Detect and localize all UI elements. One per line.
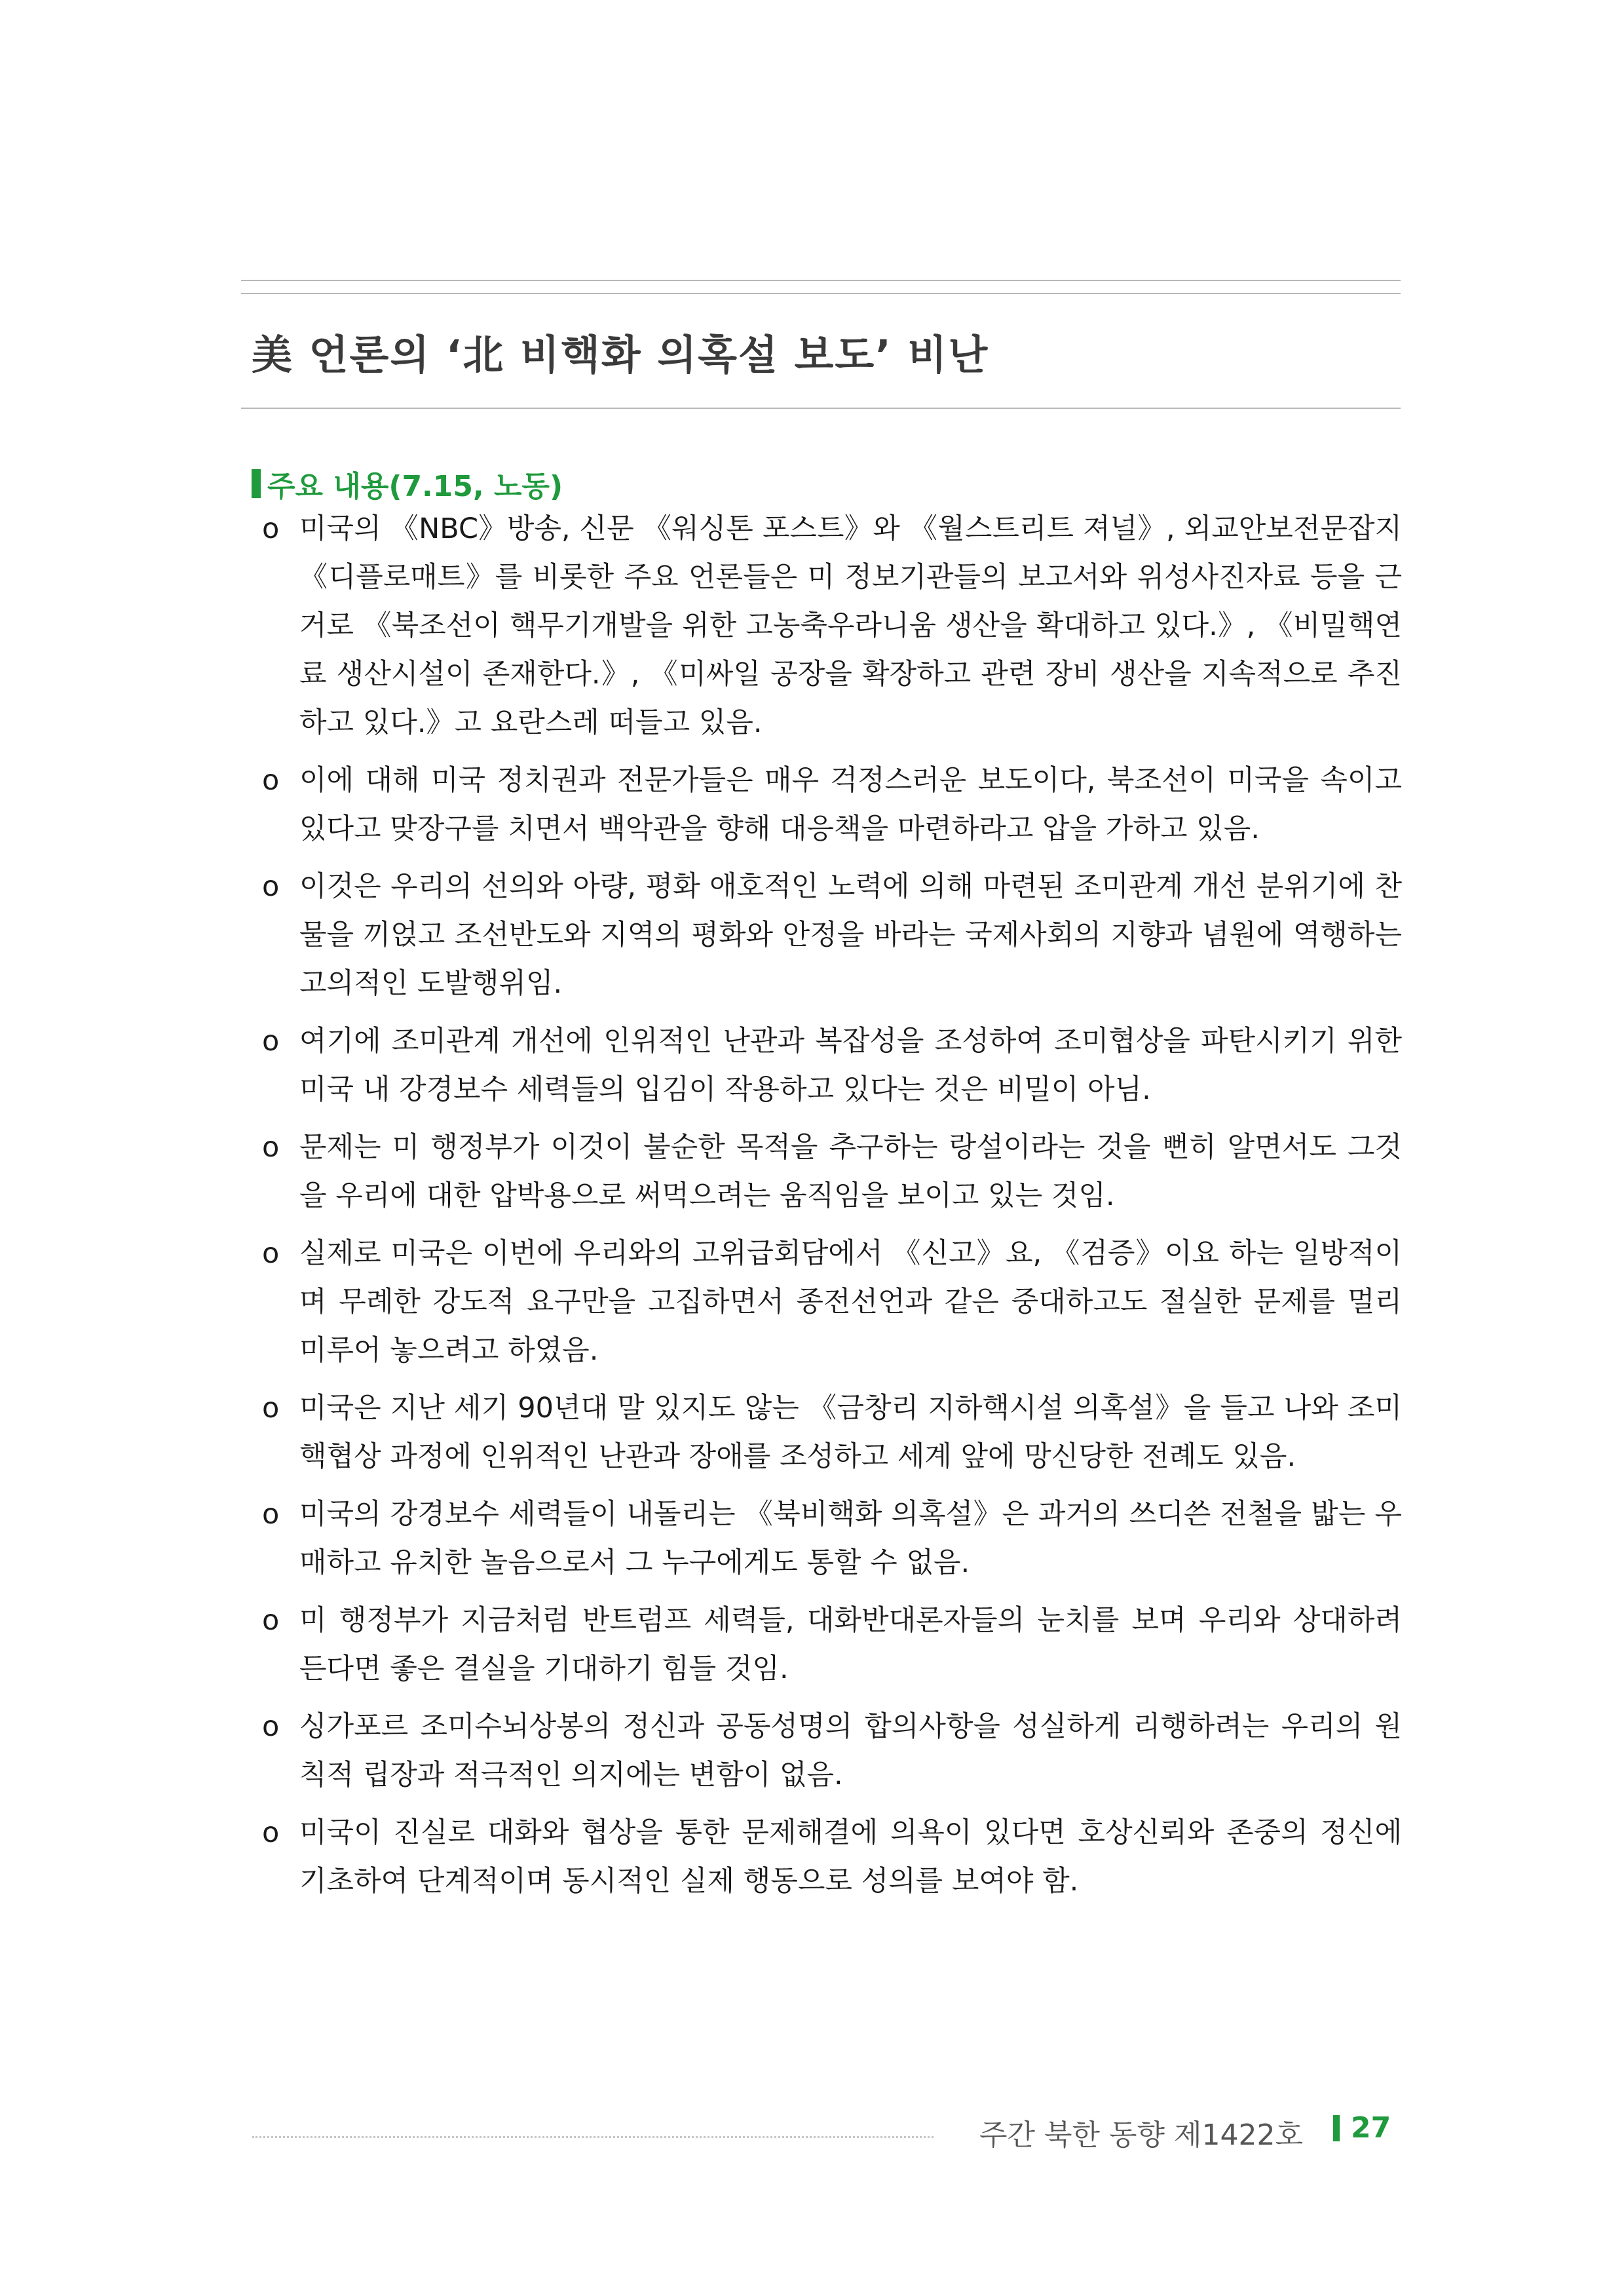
paragraph-text: 이것은 우리의 선의와 아량, 평화 애호적인 노력에 의해 마련된 조미관계 개선 분위기에 찬물을 끼얹고 조선반도와 지역의 평화와 안정을 바라는 국제사회의 지향과 념원에 역행하는 고의적인 도발행위임. [299,870,1402,1000]
list-item [262,1229,1402,1375]
section-heading-label: 주요 내용(7.15, 노동) [267,470,563,503]
bullet-marker: o [262,764,280,797]
page-number: 27 [1351,2111,1391,2145]
list-item [262,756,1402,853]
list-item [262,862,1402,1008]
bullet-marker: o [262,1025,280,1058]
section-heading [252,463,563,505]
bullet-marker: o [262,870,280,903]
paragraph-text: 미국이 진실로 대화와 협상을 통한 문제해결에 의욕이 있다면 호상신뢰와 존중의 정신에 기초하여 단계적이며 동시적인 실제 행동으로 성의를 보여야 함. [299,1816,1402,1898]
list-item [262,1123,1402,1220]
bullet-marker: o [262,1816,280,1849]
bullet-marker: o [262,1392,280,1425]
top-rule-secondary [241,293,1401,294]
paragraph-text: 미국의 강경보수 세력들이 내돌리는 《북비핵화 의혹설》은 과거의 쓰디쓴 전철을 밟는 우매하고 유치한 놀음으로서 그 누구에게도 통할 수 없음. [299,1498,1402,1579]
bullet-marker: o [262,1710,280,1743]
footer-marker-bar [1333,2115,1340,2141]
footer-dotted-rule [252,2136,934,2138]
paragraph-text: 미국의 《NBC》방송, 신문 《워싱톤 포스트》와 《월스트리트 져널》, 외교안보전문잡지 《디플로매트》를 비롯한 주요 언론들은 미 정보기관들의 보고서와 위성사진자료 등을 근거로 《북조선이 핵무기개발을 위한 고농축우라니움 생산을 확대하고 있다.》, 《비밀핵연료 생산시설이 존재한다.》, 《미싸일 공장을 확장하고 관련 장비 생산을 지속적으로 추진하고 있다.》고 요란스레 떠들고 있음. [299,512,1402,739]
body-list [262,505,1402,1915]
footer-publication: 주간 북한 동향 제1422호 [979,2118,1303,2152]
bullet-marker: o [262,1237,280,1270]
paragraph-text: 싱가포르 조미수뇌상봉의 정신과 공동성명의 합의사항을 성실하게 리행하려는 우리의 원칙적 립장과 적극적인 의지에는 변함이 없음. [299,1710,1402,1791]
paragraph-text: 미 행정부가 지금처럼 반트럼프 세력들, 대화반대론자들의 눈치를 보며 우리와 상대하려 든다면 좋은 결실을 기대하기 힘들 것임. [299,1604,1402,1685]
paragraph-text: 이에 대해 미국 정치권과 전문가들은 매우 걱정스러운 보도이다, 북조선이 미국을 속이고 있다고 맞장구를 치면서 백악관을 향해 대응책을 마련하라고 압을 가하고 있음. [299,764,1402,845]
list-item [262,1596,1402,1693]
list-item [262,1490,1402,1587]
page-title: 美 언론의 ‘北 비핵화 의혹설 보도’ 비난 [252,331,989,379]
bullet-marker: o [262,1604,280,1637]
list-item [262,1808,1402,1905]
list-item [262,1384,1402,1481]
paragraph-text: 여기에 조미관계 개선에 인위적인 난관과 복잡성을 조성하여 조미협상을 파탄시키기 위한 미국 내 강경보수 세력들의 입김이 작용하고 있다는 것은 비밀이 아님. [299,1025,1402,1106]
top-rule [241,280,1401,281]
bullet-marker: o [262,1131,280,1164]
list-item [262,505,1402,747]
list-item [262,1702,1402,1799]
bullet-marker: o [262,512,280,545]
paragraph-text: 미국은 지난 세기 90년대 말 있지도 않는 《금창리 지하핵시설 의혹설》을 들고 나와 조미핵협상 과정에 인위적인 난관과 장애를 조성하고 세계 앞에 망신당한 전례도 있음. [299,1392,1402,1473]
bullet-marker: o [262,1498,280,1531]
paragraph-text: 문제는 미 행정부가 이것이 불순한 목적을 추구하는 랑설이라는 것을 뻔히 알면서도 그것을 우리에 대한 압박용으로 써먹으려는 움직임을 보이고 있는 것임. [299,1131,1402,1212]
title-underline [241,408,1401,409]
section-marker-bar [252,469,261,498]
list-item [262,1017,1402,1114]
paragraph-text: 실제로 미국은 이번에 우리와의 고위급회담에서 《신고》요, 《검증》이요 하는 일방적이며 무례한 강도적 요구만을 고집하면서 종전선언과 같은 중대하고도 절실한 문제를 멀리 미루어 놓으려고 하였음. [299,1237,1402,1367]
